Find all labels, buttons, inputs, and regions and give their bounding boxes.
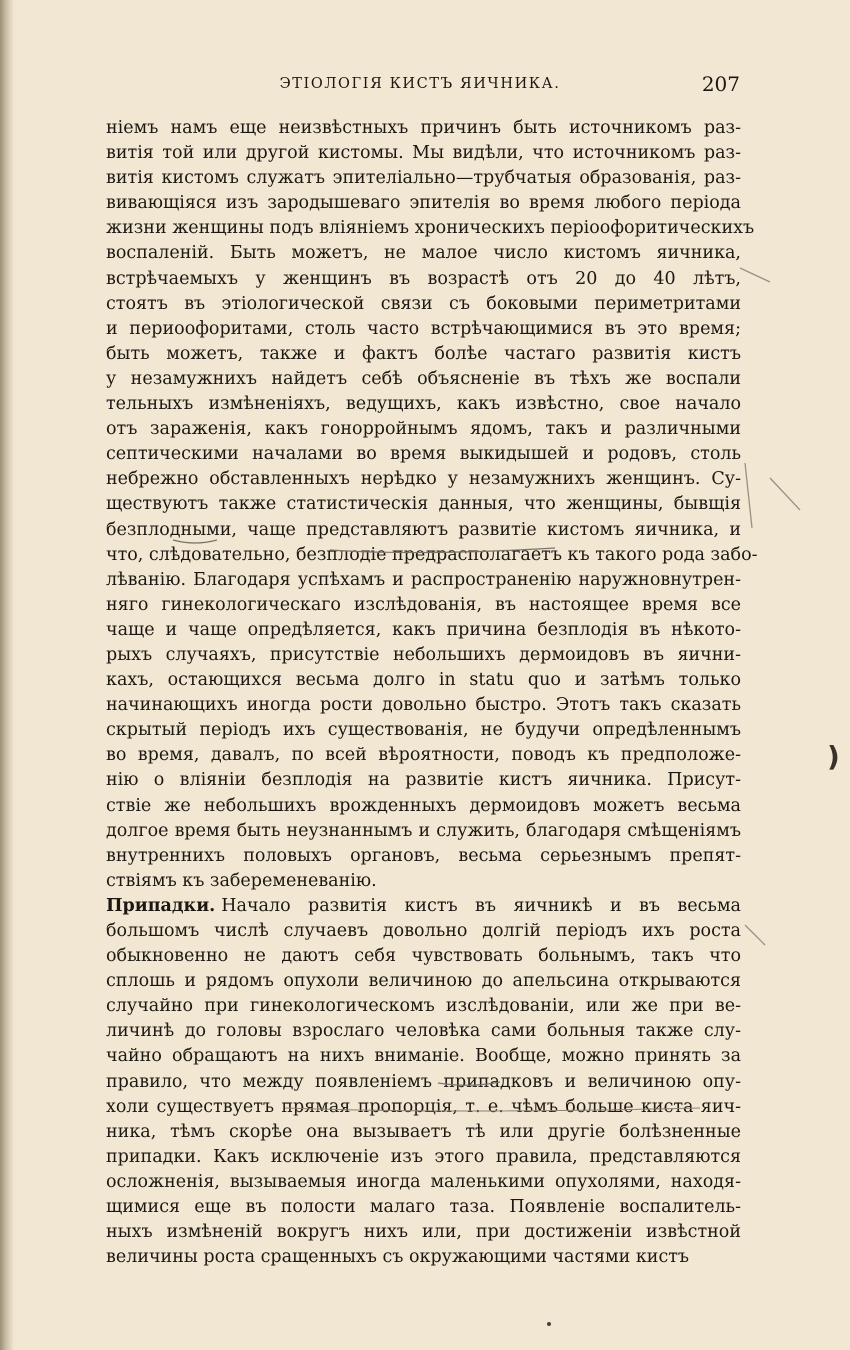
text-line: ствіямъ къ забеременеванію. [106, 870, 377, 891]
text-line: кахъ, остающихся весьма долго in statu quo и затѣмъ только [106, 670, 741, 691]
text-line: безплодными, чаще представляютъ развитіе кистомъ яичника, и [106, 519, 741, 540]
page-header [100, 72, 740, 102]
text-line: рыхъ случаяхъ, присутствіе небольшихъ дермоидовъ въ яични- [106, 644, 741, 665]
text-line: стоятъ въ этіологической связи съ боковыми периметритами [106, 293, 741, 314]
text-line: большомъ числѣ случаевъ довольно долгій періодъ ихъ роста [106, 921, 741, 941]
text-line: тельныхъ измѣненіяхъ, ведущихъ, какъ извѣстно, свое начало [106, 394, 741, 415]
text-line: припадки. Какъ исключеніе изъ этого правила, представляются [106, 1146, 741, 1167]
text-line: скрытый періодъ ихъ существованія, не будучи опредѣленнымъ [106, 720, 741, 741]
text-line: долгое время быть неузнаннымъ и служить, благодаря смѣщеніямъ [106, 820, 741, 841]
text-line: витія той или другой кистомы. Мы видѣли, что источникомъ раз- [106, 143, 741, 164]
pencil-stroke [745, 925, 765, 945]
text-line: септическими началами во время выкидышей и родовъ, столь [106, 444, 741, 465]
spine-shadow [0, 0, 14, 1350]
text-line: чайно обращаютъ на нихъ вниманіе. Вообще, можно принять за [106, 1046, 741, 1067]
page-number: 207 [701, 72, 740, 96]
paragraph-symptoms [106, 894, 741, 1270]
text-line: у незамужнихъ найдетъ себѣ объясненіе въ тѣхъ же воспали [106, 368, 741, 389]
first-line-text: Начало развитія кистъ въ яичникѣ и въ весьма [221, 895, 741, 916]
paragraph-first-line [106, 894, 741, 919]
text-line: ныхъ измѣненій вокругъ нихъ или, при достиженіи извѣстной [106, 1222, 741, 1243]
text-line: начинающихъ иногда рости довольно быстро. Этотъ такъ сказать [106, 695, 741, 716]
text-line: нію о вліяніи безплодія на развитіе кистъ яичника. Присут- [106, 770, 741, 791]
text-line: быть можетъ, также и фактъ болѣе частаго развитія кистъ [106, 343, 741, 364]
text-line: щимися еще въ полости малаго таза. Появленіе воспалитель- [106, 1197, 741, 1218]
text-line: сплошь и рядомъ опухоли величиною до апельсина открываются [106, 971, 741, 992]
text-line: ника, тѣмъ скорѣе она вызываетъ тѣ или другіе болѣзненные [106, 1121, 741, 1142]
text-line: встрѣчаемыхъ у женщинъ въ возрастѣ отъ 20 до 40 лѣтъ, [106, 268, 741, 289]
pencil-stroke [745, 463, 752, 528]
text-line: витія кистомъ служатъ эпителіально—трубчатыя образованія, раз- [106, 168, 741, 189]
paragraph-etiology [106, 116, 758, 894]
running-head: ЭТІОЛОГІЯ КИСТЪ ЯИЧНИКА. [279, 76, 561, 92]
text-line: правило, что между появленіемъ припадковъ и величиною опу- [106, 1071, 741, 1092]
text-line: ществуютъ также статистическія данныя, что женщины, бывщія [106, 494, 741, 515]
margin-dot-mark [547, 1322, 551, 1326]
text-line: что, слѣдовательно, безплодіе предрасполагаетъ къ такого рода забо- [106, 544, 758, 565]
body-text [106, 116, 758, 1270]
text-line: лѣванію. Благодаря успѣхамъ и распространенію наружновнутрен- [106, 569, 741, 590]
text-line: няго гинекологическаго изслѣдованія, въ настоящее время все [106, 594, 741, 615]
text-line: ствіе же небольшихъ врожденныхъ дермоидовъ можетъ весьма [106, 795, 741, 816]
text-line: внутреннихъ половыхъ органовъ, весьма серьезнымъ препят- [106, 845, 741, 866]
text-line: жизни женщины подъ вліяніемъ хроническихъ періоофоритическихъ [106, 218, 755, 239]
text-line: ніемъ намъ еще неизвѣстныхъ причинъ быть источникомъ раз- [106, 118, 741, 138]
text-line: осложненія, вызываемыя иногда маленькими опухолями, находя- [106, 1171, 741, 1192]
text-line: холи существуетъ прямая пропорція, т. е. чѣмъ больше киста яич- [106, 1096, 741, 1117]
section-heading: Припадки. [106, 895, 216, 916]
text-line: небрежно обставленныхъ нерѣдко у незамужнихъ женщинъ. Су- [106, 469, 741, 490]
text-line: случайно при гинекологическомъ изслѣдованіи, или же при ве- [106, 996, 741, 1017]
pencil-stroke [740, 268, 770, 282]
pencil-stroke [770, 478, 800, 510]
text-line: и периоофоритами, столь часто встрѣчающимися въ это время; [106, 318, 741, 339]
text-line: личинѣ до головы взрослаго человѣка сами больныя также слу- [106, 1021, 741, 1042]
text-line: во время, давалъ, по всей вѣроятности, поводъ къ предположе- [106, 745, 741, 766]
text-line: вивающіяся изъ зародышеваго эпителія во время любого періода [106, 193, 741, 214]
text-line: отъ зараженія, какъ гонорройнымъ ядомъ, такъ и различными [106, 419, 741, 440]
text-line: обыкновенно не даютъ себя чувствовать больнымъ, такъ что [106, 946, 741, 967]
margin-bracket-mark: ) [827, 740, 840, 773]
text-line: воспаленій. Быть можетъ, не малое число кистомъ яичника, [106, 243, 741, 264]
text-line: величины роста сращенныхъ съ окружающими частями кистъ [106, 1247, 690, 1268]
text-line: чаще и чаще опредѣляется, какъ причина безплодія въ нѣкото- [106, 619, 741, 640]
